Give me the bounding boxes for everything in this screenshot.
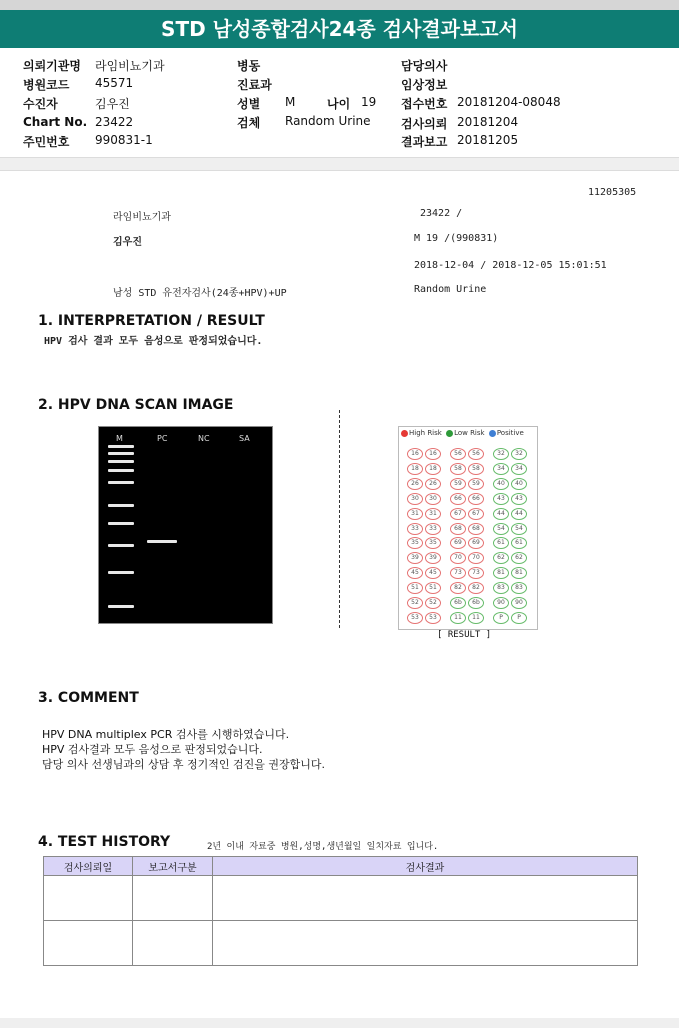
footer-bar (0, 1018, 679, 1028)
ladder-band (108, 605, 134, 608)
hpv-cell: 6b (450, 597, 466, 609)
ladder-band (108, 481, 134, 484)
table-cell (133, 921, 213, 966)
info-sex-age: M 19 /(990831) (414, 233, 499, 244)
header-label: 임상정보 (401, 78, 448, 92)
ladder-band (108, 445, 134, 448)
hpv-cell: 51 (407, 582, 423, 594)
pc-band (147, 540, 177, 543)
hpv-cell: 59 (468, 478, 484, 490)
header-row-hospital-code (23, 76, 134, 93)
header-label: 검사의뢰 (401, 117, 448, 131)
hpv-cell: 30 (425, 493, 441, 505)
gel-lane-label: PC (157, 434, 168, 443)
gel-lane-label: M (116, 434, 123, 443)
hpv-cell: 35 (407, 537, 423, 549)
ladder-band (108, 452, 134, 455)
hpv-cell: 33 (425, 523, 441, 535)
hpv-cell: 61 (493, 537, 509, 549)
hpv-cell: 56 (468, 448, 484, 460)
table-row (44, 876, 638, 921)
hpv-cell: 58 (468, 463, 484, 475)
header-label: 담당의사 (401, 59, 448, 73)
history-header: 보고서구분 (133, 857, 213, 876)
header-label: 주민번호 (23, 135, 70, 149)
header-label: 결과보고 (401, 135, 448, 149)
hpv-cell: 90 (511, 597, 527, 609)
hpv-cell: 11 (468, 612, 484, 624)
section-interpretation-title: 1. INTERPRETATION / RESULT (38, 313, 265, 329)
hpv-cell: 83 (511, 582, 527, 594)
header-row-age (327, 95, 377, 112)
hpv-cell: 81 (493, 567, 509, 579)
hpv-cell: 43 (493, 493, 509, 505)
hpv-cell: 32 (511, 448, 527, 460)
hpv-cell: 6b (468, 597, 484, 609)
legend-label: Low Risk (454, 429, 485, 437)
hpv-cell: P (511, 612, 527, 624)
info-test-name: 남성 STD 유전자검사(24종+HPV)+UP (113, 288, 287, 299)
hpv-cell: 53 (407, 612, 423, 624)
hpv-cell: 51 (425, 582, 441, 594)
hpv-cell: 67 (468, 508, 484, 520)
hpv-cell: 62 (493, 552, 509, 564)
header-label: 성별 (237, 97, 261, 111)
history-note: 2년 이내 자료중 병원,성명,생년월일 일치자료 입니다. (207, 842, 439, 852)
header-row-department (237, 76, 272, 93)
header-label: 병원코드 (23, 78, 70, 92)
hpv-cell: 44 (511, 508, 527, 520)
hpv-cell: 81 (511, 567, 527, 579)
hpv-cell: 82 (450, 582, 466, 594)
header-row-receipt-no (401, 95, 561, 112)
hpv-cell: 18 (425, 463, 441, 475)
header-row-patient (23, 95, 130, 112)
header-value: 19 (361, 95, 377, 109)
hpv-cell: 90 (493, 597, 509, 609)
table-row (44, 921, 638, 966)
hpv-cell: 11 (450, 612, 466, 624)
legend-label: Positive (496, 429, 524, 437)
header-row-specimen (237, 114, 371, 131)
hpv-cell: 54 (511, 523, 527, 535)
ladder-band (108, 522, 134, 525)
table-cell (44, 876, 133, 921)
low-risk-dot (446, 430, 453, 437)
hpv-cell: 26 (407, 478, 423, 490)
hpv-cell: 26 (425, 478, 441, 490)
legend-label: High Risk (409, 429, 442, 437)
hpv-cell: 61 (511, 537, 527, 549)
header-label: 수진자 (23, 97, 58, 111)
hpv-cell: 69 (468, 537, 484, 549)
header-separator (0, 157, 679, 171)
high-risk-dot (401, 430, 408, 437)
table-cell (44, 921, 133, 966)
hpv-cell: 70 (468, 552, 484, 564)
hpv-cell: 16 (425, 448, 441, 460)
gel-lane-label: NC (198, 434, 210, 443)
header-row-chart (23, 115, 134, 129)
header-row-sex (237, 95, 296, 112)
hpv-cell: 30 (407, 493, 423, 505)
header-value: 23422 (95, 115, 134, 129)
header-row-clinical-info (401, 76, 447, 93)
hpv-cell: P (493, 612, 509, 624)
hpv-cell: 39 (407, 552, 423, 564)
hpv-cell: 52 (425, 597, 441, 609)
table-cell (133, 876, 213, 921)
hpv-cell: 31 (425, 508, 441, 520)
hpv-cell: 59 (450, 478, 466, 490)
hpv-cell: 45 (425, 567, 441, 579)
hpv-cell: 52 (407, 597, 423, 609)
table-cell (213, 921, 638, 966)
hpv-cell: 69 (450, 537, 466, 549)
hpv-cell: 67 (450, 508, 466, 520)
hpv-cell: 58 (450, 463, 466, 475)
hpv-result-panel (398, 426, 538, 630)
report-code: 11205305 (588, 187, 637, 198)
hpv-cell: 73 (450, 567, 466, 579)
info-patient: 김우진 (113, 237, 142, 248)
ladder-band (108, 469, 134, 472)
header-value: M (285, 95, 296, 109)
header-value: 20181204-08048 (457, 95, 561, 109)
gel-image (98, 426, 273, 624)
hpv-cell: 70 (450, 552, 466, 564)
hpv-cell: 45 (407, 567, 423, 579)
positive-dot (489, 430, 496, 437)
hpv-cell: 32 (493, 448, 509, 460)
table-cell (213, 876, 638, 921)
header-row-doctor (401, 57, 447, 74)
section-comment-title: 3. COMMENT (38, 690, 139, 706)
header-value: 45571 (95, 76, 134, 90)
hpv-cell: 40 (493, 478, 509, 490)
header-label: Chart No. (23, 115, 88, 129)
header-label: 검체 (237, 116, 261, 130)
interpretation-text: HPV 검사 결과 모두 음성으로 판정되었습니다. (44, 336, 263, 347)
hpv-cell: 82 (468, 582, 484, 594)
hpv-cell: 18 (407, 463, 423, 475)
header-row-resident-no (23, 133, 153, 150)
header-label: 나이 (327, 97, 351, 111)
comment-line: HPV DNA multiplex PCR 검사를 시행하였습니다. (42, 728, 290, 741)
info-specimen: Random Urine (414, 284, 487, 295)
hpv-cell: 44 (493, 508, 509, 520)
hpv-cell: 34 (493, 463, 509, 475)
header-label: 의뢰기관명 (23, 59, 81, 73)
header-row-ward (237, 57, 260, 74)
hpv-cell: 31 (407, 508, 423, 520)
header-value: 라임비뇨기과 (95, 59, 165, 73)
hpv-cell: 54 (493, 523, 509, 535)
section-history-title: 4. TEST HISTORY (38, 834, 171, 850)
ladder-band (108, 460, 134, 463)
hpv-cell: 66 (468, 493, 484, 505)
header-value: 20181204 (457, 115, 519, 129)
divider-line (339, 410, 340, 628)
hpv-cell: 40 (511, 478, 527, 490)
hpv-cell: 62 (511, 552, 527, 564)
history-header: 검사의뢰일 (44, 857, 133, 876)
history-table (43, 856, 638, 966)
hpv-cell: 34 (511, 463, 527, 475)
result-caption: [ RESULT ] (437, 630, 492, 640)
header-value: 990831-1 (95, 133, 153, 147)
hpv-cell: 83 (493, 582, 509, 594)
header-value: 20181205 (457, 133, 519, 147)
header-label: 진료과 (237, 78, 272, 92)
hpv-cell: 33 (407, 523, 423, 535)
comment-line: HPV 검사결과 모두 음성으로 판정되었습니다. (42, 743, 263, 756)
info-dates: 2018-12-04 / 2018-12-05 15:01:51 (414, 260, 607, 271)
hpv-cell: 68 (450, 523, 466, 535)
hpv-cell: 43 (511, 493, 527, 505)
header-value: Random Urine (285, 114, 371, 128)
hpv-cell: 56 (450, 448, 466, 460)
gel-lane-label: SA (239, 434, 250, 443)
ladder-band (108, 544, 134, 547)
panel-legend (401, 429, 524, 437)
header-value: 김우진 (95, 97, 130, 111)
report-title: STD 남성종합검사24종 검사결과보고서 (0, 10, 679, 48)
info-clinic: 라임비뇨기과 (113, 212, 171, 223)
top-bar (0, 0, 679, 10)
history-header-row (44, 857, 638, 876)
hpv-cell: 73 (468, 567, 484, 579)
hpv-cell: 16 (407, 448, 423, 460)
header-label: 병동 (237, 59, 261, 73)
hpv-cell: 35 (425, 537, 441, 549)
header-row-clinic (23, 57, 165, 74)
hpv-cell: 53 (425, 612, 441, 624)
header-row-request-date (401, 115, 519, 132)
ladder-band (108, 504, 134, 507)
header-row-report-date (401, 133, 519, 150)
header-label: 접수번호 (401, 97, 448, 111)
hpv-cell: 39 (425, 552, 441, 564)
hpv-cell: 66 (450, 493, 466, 505)
hpv-cell: 68 (468, 523, 484, 535)
comment-line: 담당 의사 선생님과의 상담 후 정기적인 검진을 권장합니다. (42, 758, 325, 771)
section-scan-title: 2. HPV DNA SCAN IMAGE (38, 397, 234, 413)
info-chart: 23422 / (420, 208, 463, 219)
history-header: 검사결과 (213, 857, 638, 876)
ladder-band (108, 571, 134, 574)
